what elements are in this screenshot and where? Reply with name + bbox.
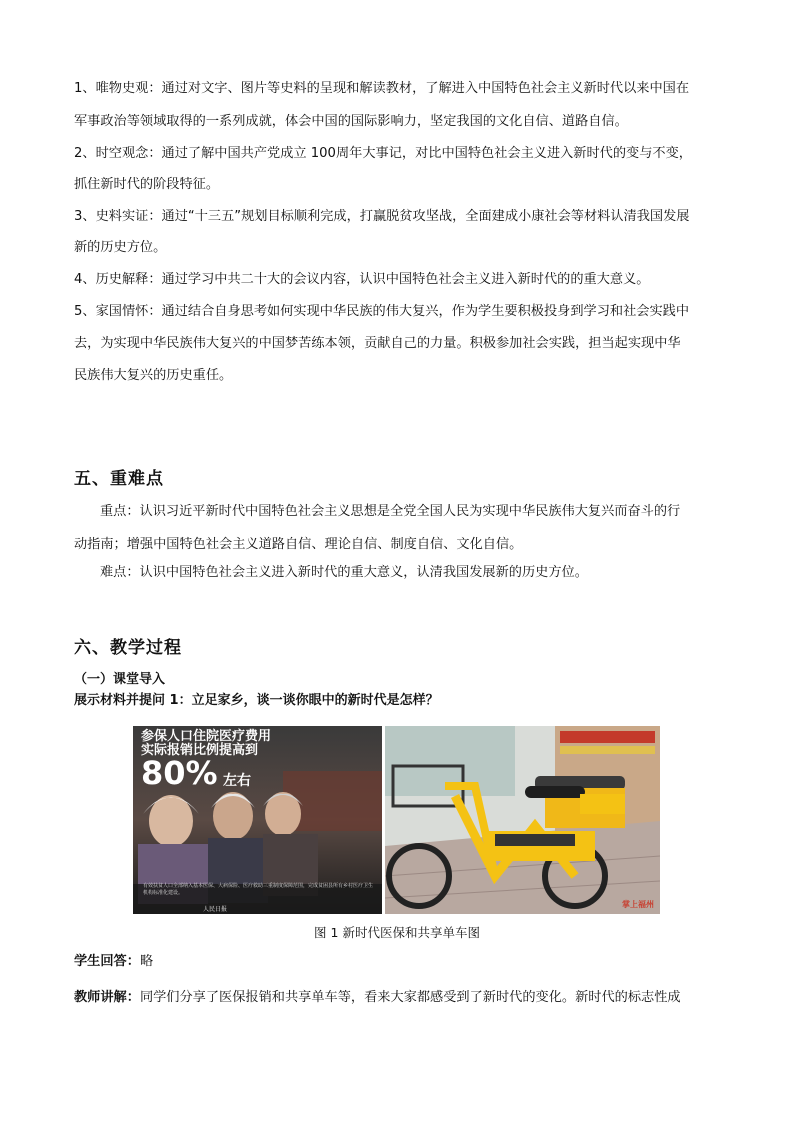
key-point-line-1: 重点：认识习近平新时代中国特色社会主义思想是全党全国人民为实现中华民族伟大复兴而奋斗的行 [100, 504, 681, 519]
teacher-explanation-label: 教师讲解： [74, 990, 140, 1005]
teacher-explanation-text: 同学们分享了医保报销和共享单车等，看来大家都感受到了新时代的变化。新时代的标志性成 [139, 990, 681, 1005]
section-5-heading: 五、重难点 [74, 469, 164, 489]
section-6-heading: 六、教学过程 [74, 638, 182, 658]
subsection-intro: （一）课堂导入 [74, 672, 166, 687]
student-answer [74, 952, 734, 972]
objective-5-line-2: 去，为实现中华民族伟大复兴的中国梦苦练本领，贡献自己的力量。积极参加社会实践，担当起实现中华 [74, 336, 681, 351]
objective-3-line-2: 新的历史方位。 [74, 240, 167, 255]
objective-4-line-1: 4、历史解释：通过学习中共二十大的会议内容，认识中国特色社会主义进入新时代的的重大意义。 [74, 272, 650, 287]
poster-percentage: 80% [141, 754, 218, 792]
poster-footer-text: 有效扶贫人口全部纳入基本医保、大病保险、医疗救助三重制度保障范围，完成贫困县所有乡村医疗卫生机构标准化建设。 [143, 883, 374, 896]
figure-caption: 图 1 新时代医保和共享单车图 [314, 925, 480, 940]
objective-5-line-1: 5、家国情怀：通过结合自身思考如何实现中华民族的伟大复兴，作为学生要积极投身到学习和社会实践中 [74, 304, 690, 319]
question-1: 展示材料并提问 1：立足家乡，谈一谈你眼中的新时代是怎样？ [74, 693, 439, 708]
poster-percentage-suffix: 左右 [223, 773, 251, 789]
photo-watermark: 掌上福州 [622, 900, 654, 909]
student-answer-text: 略 [139, 954, 154, 969]
teacher-explanation [74, 988, 734, 1008]
objective-3-line-1: 3、史料实证：通过“十三五”规划目标顺利完成，打赢脱贫攻坚战，全面建成小康社会等材料认清我国发展 [74, 209, 690, 224]
poster-logo: 人民日报 [203, 906, 228, 913]
shared-bike-image [385, 726, 660, 914]
poster-headline-2: 实际报销比例提高到 [141, 743, 259, 758]
student-answer-label: 学生回答： [74, 954, 140, 969]
objective-1-line-1: 1、唯物史观：通过对文字、图片等史料的呈现和解读教材，了解进入中国特色社会主义新时代以来中国在 [74, 81, 690, 96]
difficult-point: 难点：认识中国特色社会主义进入新时代的重大意义，认清我国发展新的历史方位。 [100, 565, 588, 580]
objective-1-line-2: 军事政治等领域取得的一系列成就，体会中国的国际影响力，坚定我国的文化自信、道路自信。 [74, 114, 628, 129]
poster-headline-1: 参保人口住院医疗费用 [141, 729, 272, 744]
objective-2-line-1: 2、时空观念：通过了解中国共产党成立 100周年大事记，对比中国特色社会主义进入新时代的变与不变， [74, 146, 692, 161]
objective-2-line-2: 抓住新时代的阶段特征。 [74, 177, 220, 192]
shared-bike-art [385, 726, 660, 914]
key-point-line-2: 动指南；增强中国特色社会主义道路自信、理论自信、制度自信、文化自信。 [74, 537, 523, 552]
objective-5-line-3: 民族伟大复兴的历史重任。 [74, 368, 233, 383]
medical-insurance-image [133, 726, 382, 914]
